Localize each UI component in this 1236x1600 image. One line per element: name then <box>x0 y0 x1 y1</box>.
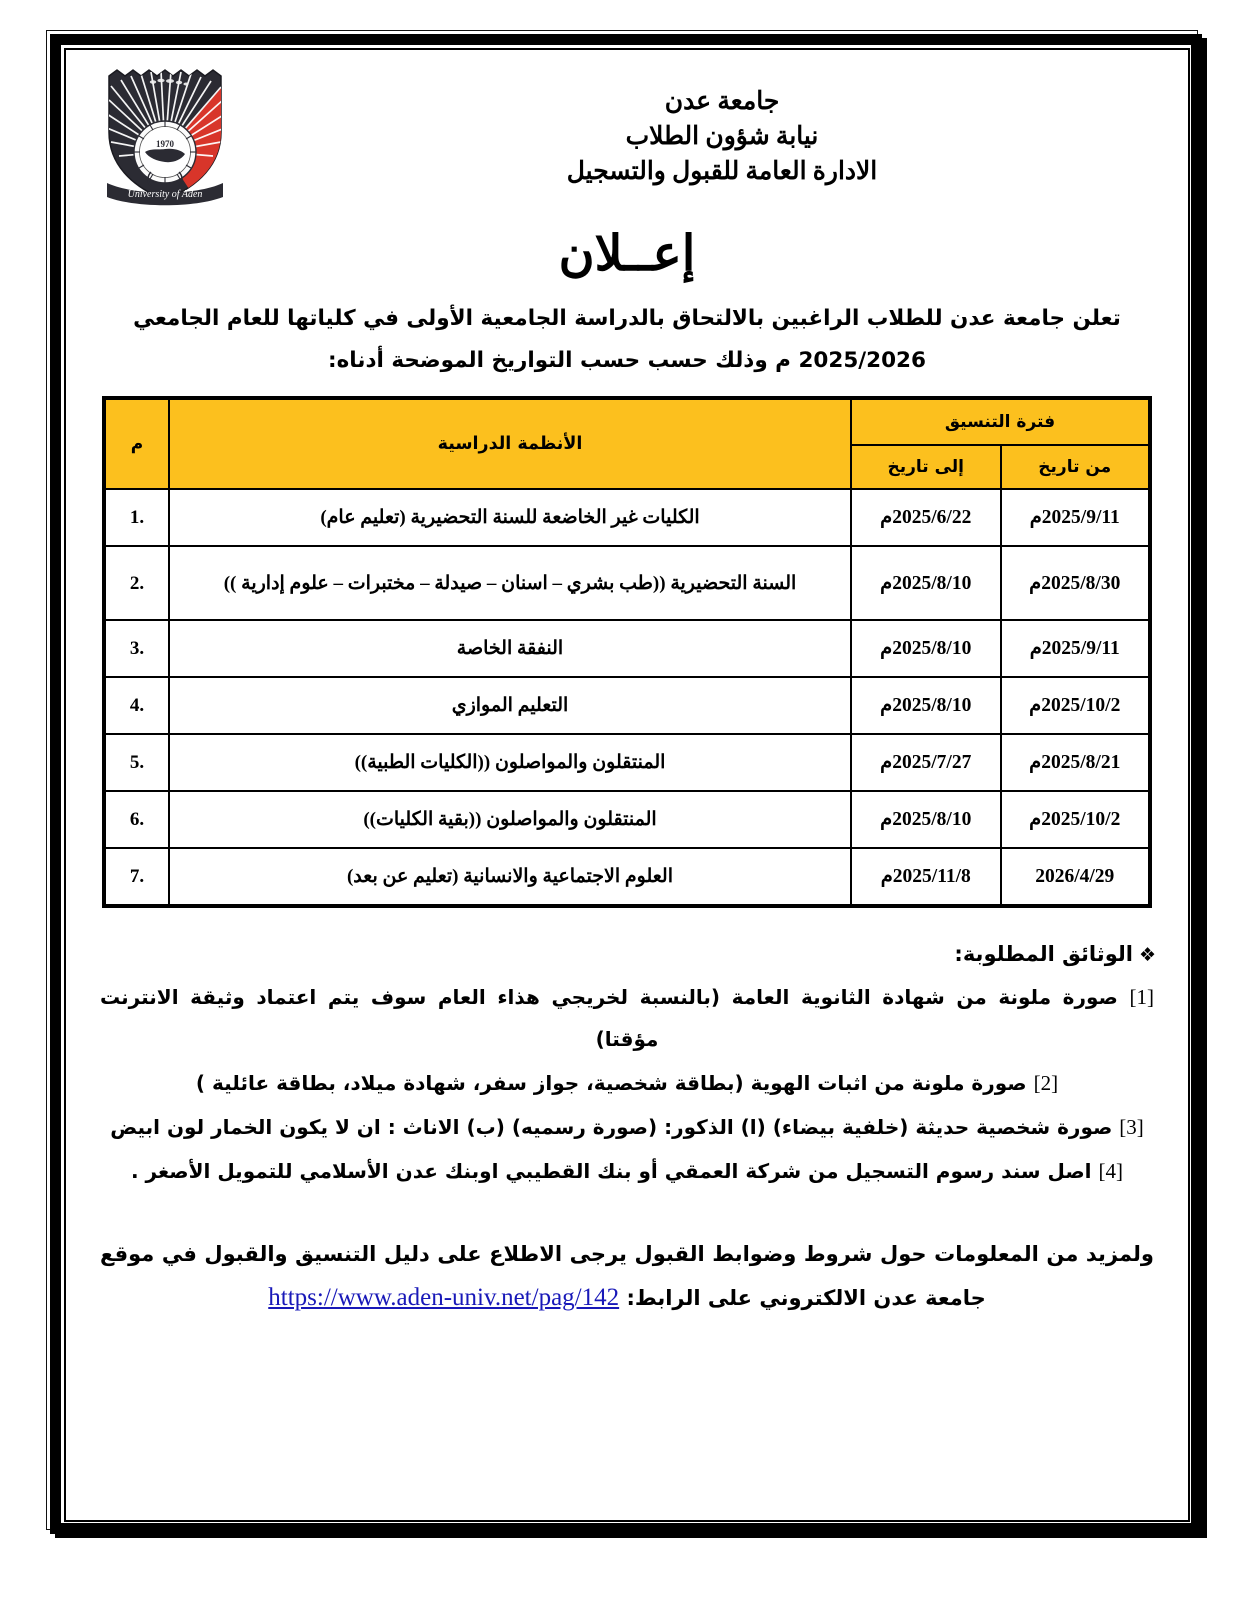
cell-date-from: 2025/7/27م <box>851 734 1001 791</box>
document-requirement-item <box>94 1150 1160 1192</box>
table-row <box>104 848 1150 906</box>
university-of-aden-emblem-icon <box>95 60 243 210</box>
document-requirement-item <box>94 1106 1160 1148</box>
document-requirement-item <box>94 1062 1160 1104</box>
cell-date-to: 2026/4/29 <box>1001 848 1151 906</box>
cell-index: 2. <box>104 546 169 620</box>
cell-date-from: 2025/8/10م <box>851 791 1001 848</box>
cell-date-from: 2025/8/10م <box>851 620 1001 677</box>
document-item-marker: [2] <box>1033 1071 1059 1095</box>
org-line-university: جامعة عدن <box>664 88 780 115</box>
svg-text:1970: 1970 <box>156 139 174 149</box>
cell-date-to: 2025/8/21م <box>1001 734 1151 791</box>
cell-study-system: المنتقلون والمواصلون ((بقية الكليات)) <box>169 791 851 848</box>
required-documents-heading <box>94 942 1160 966</box>
document-item-text: صورة شخصية حديثة (خلفية بيضاء) (ا) الذكور: (صورة رسميه) (ب) الاناث : ان لا يكون الخمار لون ابيض <box>110 1115 1113 1139</box>
header-study-systems: الأنظمة الدراسية <box>169 398 851 489</box>
schedule-table-wrapper <box>94 396 1160 908</box>
header-date-from: من تاريخ <box>1001 445 1151 489</box>
table-row <box>104 489 1150 546</box>
required-documents-list <box>94 976 1160 1192</box>
document-item-text: اصل سند رسوم التسجيل من شركة العمقي أو بنك القطيبي اوبنك عدن الأسلامي للتمويل الأصغر . <box>131 1159 1092 1183</box>
cell-study-system: النفقة الخاصة <box>169 620 851 677</box>
table-body <box>104 489 1150 906</box>
cell-date-from: 2025/6/22م <box>851 489 1001 546</box>
cell-study-system: الكليات غير الخاضعة للسنة التحضيرية (تعليم عام) <box>169 489 851 546</box>
table-row <box>104 620 1150 677</box>
cell-index: 4. <box>104 677 169 734</box>
document-item-text: صورة ملونة من اثبات الهوية (بطاقة شخصية، جواز سفر، شهادة ميلاد، بطاقة عائلية ) <box>195 1071 1027 1095</box>
page-content <box>70 52 1184 1518</box>
intro-paragraph: تعلن جامعة عدن للطلاب الراغبين بالالتحاق بالدراسة الجامعية الأولى في كلياتها للعام الجامعي 2025/2026 م وذلك حسب حسب التواريخ الموضحة أدناه: <box>133 306 1121 373</box>
cell-study-system: التعليم الموازي <box>169 677 851 734</box>
table-row <box>104 546 1150 620</box>
cell-index: 6. <box>104 791 169 848</box>
cell-date-from: 2025/11/8م <box>851 848 1001 906</box>
cell-index: 7. <box>104 848 169 906</box>
footer-note-text: ولمزيد من المعلومات حول شروط وضوابط القبول يرجى الاطلاع على دليل التنسيق والقبول في موقع جامعة عدن الالكتروني على الرابط: <box>100 1242 1154 1310</box>
diamond-bullet-icon: ❖ <box>1138 944 1156 966</box>
table-row <box>104 791 1150 848</box>
organization-titles <box>244 60 1160 189</box>
header-period-group: فترة التنسيق <box>851 398 1150 445</box>
document-item-marker: [4] <box>1098 1159 1123 1183</box>
svg-text:University of Aden: University of Aden <box>127 189 203 200</box>
table-head <box>104 398 1150 489</box>
cell-index: 3. <box>104 620 169 677</box>
document-header <box>94 60 1160 210</box>
document-item-marker: [3] <box>1119 1115 1144 1139</box>
header-date-to: إلى تاريخ <box>851 445 1001 489</box>
cell-date-from: 2025/8/10م <box>851 677 1001 734</box>
cell-study-system: العلوم الاجتماعية والانسانية (تعليم عن بعد) <box>169 848 851 906</box>
cell-study-system: المنتقلون والمواصلون ((الكليات الطبية)) <box>169 734 851 791</box>
university-logo <box>94 60 244 210</box>
cell-date-to: 2025/9/11م <box>1001 620 1151 677</box>
cell-date-to: 2025/10/2م <box>1001 677 1151 734</box>
cell-study-system: السنة التحضيرية ((طب بشري – اسنان – صيدلة – مختبرات – علوم إدارية )) <box>169 546 851 620</box>
cell-date-to: 2025/8/30م <box>1001 546 1151 620</box>
document-item-text: صورة ملونة من شهادة الثانوية العامة (بالنسبة لخريجي هذاء العام سوف يتم اعتماد وثيقة الانترنت مؤقتا) <box>100 985 1118 1051</box>
aden-university-link[interactable]: https://www.aden-univ.net/pag/142 <box>268 1284 620 1311</box>
cell-date-from: 2025/8/10م <box>851 546 1001 620</box>
cell-index: 5. <box>104 734 169 791</box>
coordination-schedule-table <box>102 396 1152 908</box>
header-index: م <box>104 398 169 489</box>
cell-date-to: 2025/10/2م <box>1001 791 1151 848</box>
required-documents-heading-text: الوثائق المطلوبة: <box>954 942 1133 966</box>
org-line-deputy: نيابة شؤون الطلاب <box>625 123 819 150</box>
page-title: إعــلان <box>558 226 696 281</box>
cell-date-to: 2025/9/11م <box>1001 489 1151 546</box>
org-line-admin: الادارة العامة للقبول والتسجيل <box>566 158 878 185</box>
table-row <box>104 677 1150 734</box>
table-header-row-top <box>104 398 1150 445</box>
table-row <box>104 734 1150 791</box>
footer-note <box>94 1232 1160 1320</box>
document-requirement-item <box>94 976 1160 1060</box>
document-item-marker: [1] <box>1129 985 1154 1009</box>
cell-index: 1. <box>104 489 169 546</box>
